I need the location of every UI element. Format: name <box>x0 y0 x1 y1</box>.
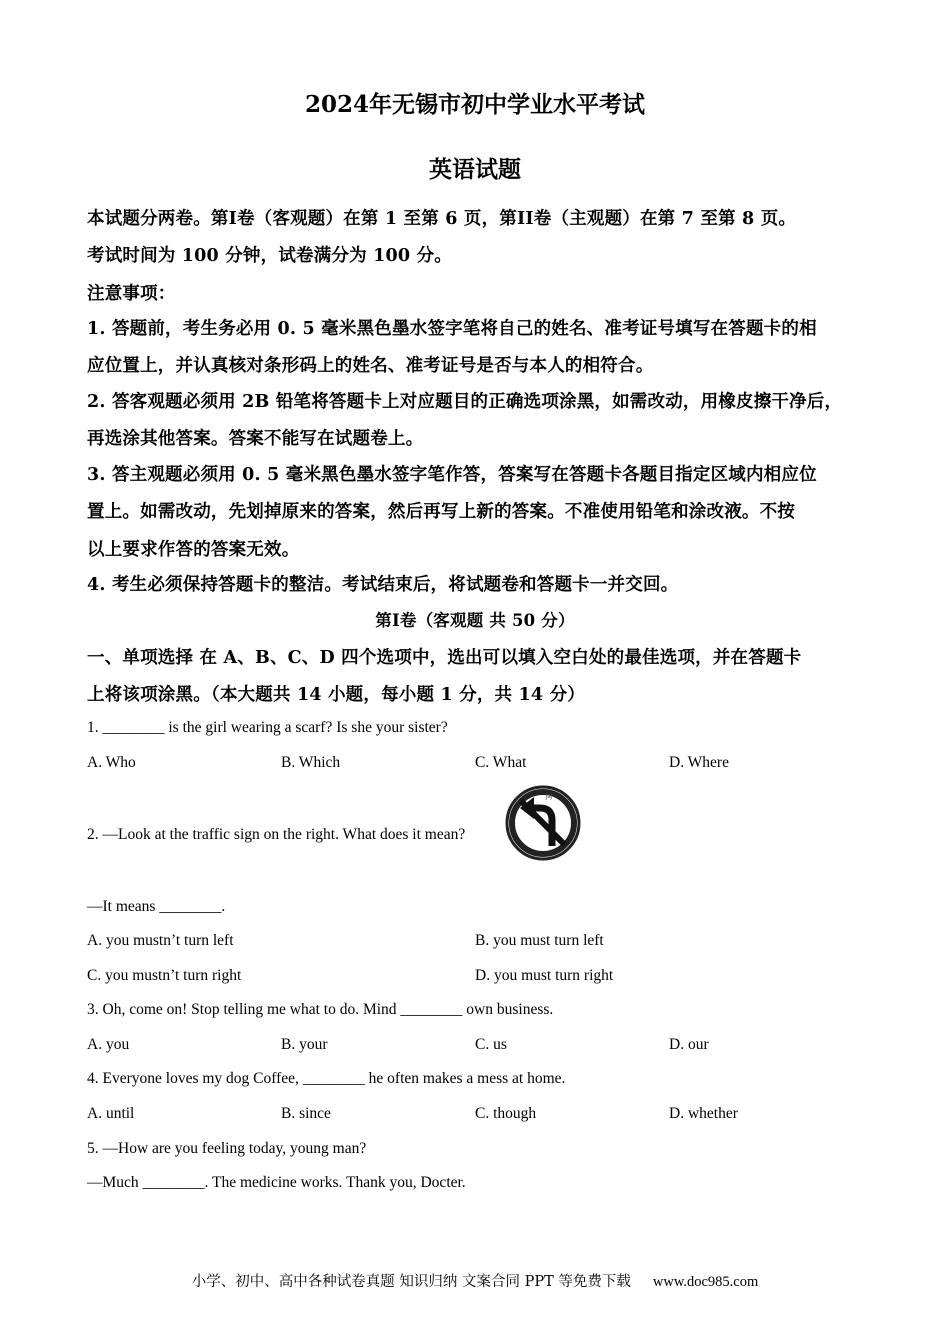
question-5-stem-answer: —Much ________. The medicine works. Thank you, Docter. <box>87 1174 466 1191</box>
question-2-option-c: C. you mustn’t turn right <box>87 967 242 984</box>
question-5-stem: 5. —How are you feeling today, young man? <box>87 1140 367 1157</box>
notice-item: 置上。如需改动，先划掉原来的答案，然后再写上新的答案。不准使用铅笔和涂改液。不按 <box>87 502 795 522</box>
question-4-option-b: B. since <box>281 1105 331 1122</box>
question-3-stem: 3. Oh, come on! Stop telling me what to do. Mind ________ own business. <box>87 1001 554 1018</box>
question-4-option-d: D. whether <box>669 1105 738 1122</box>
notice-item: 2. 答客观题必须用 2B 铅笔将答题卡上对应题目的正确选项涂黑，如需改动，用橡皮擦干净后， <box>87 392 843 412</box>
intro-line: 本试题分两卷。第I卷（客观题）在第 1 至第 6 页，第II卷（主观题）在第 7 至第 8 页。 <box>87 209 797 229</box>
notice-heading: 注意事项： <box>87 284 176 304</box>
exam-subtitle: 英语试题 <box>429 156 521 183</box>
question-3-option-b: B. your <box>281 1036 328 1053</box>
question-3-option-a: A. you <box>87 1036 130 1053</box>
question-1-option-b: B. Which <box>281 754 341 771</box>
svg-text:ʃaʃ: ʃaʃ <box>546 794 553 800</box>
intro-line: 考试时间为 100 分钟，试卷满分为 100 分。 <box>87 246 452 266</box>
notice-item: 再选涂其他答案。答案不能写在试题卷上。 <box>87 429 424 449</box>
exam-title: 2024年无锡市初中学业水平考试 <box>304 91 645 118</box>
no-left-turn-sign-icon <box>502 784 584 862</box>
question-2-option-a: A. you mustn’t turn left <box>87 932 234 949</box>
part-heading: 上将该项涂黑。（本大题共 14 小题，每小题 1 分，共 14 分） <box>87 685 585 705</box>
question-3-option-d: D. our <box>669 1036 709 1053</box>
notice-item: 4. 考生必须保持答题卡的整洁。考试结束后，将试题卷和答题卡一并交回。 <box>87 575 679 595</box>
question-4-option-a: A. until <box>87 1105 135 1122</box>
question-2-stem-answer: —It means ________. <box>87 898 226 915</box>
question-1-option-a: A. Who <box>87 754 136 771</box>
question-3-option-c: C. us <box>475 1036 507 1053</box>
notice-item: 3. 答主观题必须用 0. 5 毫米黑色墨水签字笔作答，答案写在答题卡各题目指定区域内相应位 <box>87 465 817 485</box>
question-1-option-d: D. Where <box>669 754 729 771</box>
question-2-stem: 2. —Look at the traffic sign on the right. What does it mean? <box>87 826 466 843</box>
notice-item: 应位置上，并认真核对条形码上的姓名、准考证号是否与本人的相符合。 <box>87 356 654 376</box>
question-2-option-d: D. you must turn right <box>475 967 614 984</box>
page-footer <box>0 1270 950 1291</box>
question-1-stem: 1. ________ is the girl wearing a scarf? Is she your sister? <box>87 719 448 736</box>
section-heading: 第I卷（客观题 共 50 分） <box>375 611 575 630</box>
footer-url[interactable]: www.doc985.com <box>652 1274 759 1290</box>
footer-text: 小学、初中、高中各种试卷真题 知识归纳 文案合同 PPT 等免费下载 <box>191 1274 631 1290</box>
question-2-option-b: B. you must turn left <box>475 932 604 949</box>
question-4-option-c: C. though <box>475 1105 537 1122</box>
question-4-stem: 4. Everyone loves my dog Coffee, ________ he often makes a mess at home. <box>87 1070 566 1087</box>
part-heading: 一、单项选择 在 A、B、C、D 四个选项中，选出可以填入空白处的最佳选项，并在答题卡 <box>87 648 802 668</box>
notice-item: 1. 答题前，考生务必用 0. 5 毫米黑色墨水签字笔将自己的姓名、准考证号填写在答题卡的相 <box>87 319 817 339</box>
notice-item: 以上要求作答的答案无效。 <box>87 540 300 560</box>
question-1-option-c: C. What <box>475 754 527 771</box>
